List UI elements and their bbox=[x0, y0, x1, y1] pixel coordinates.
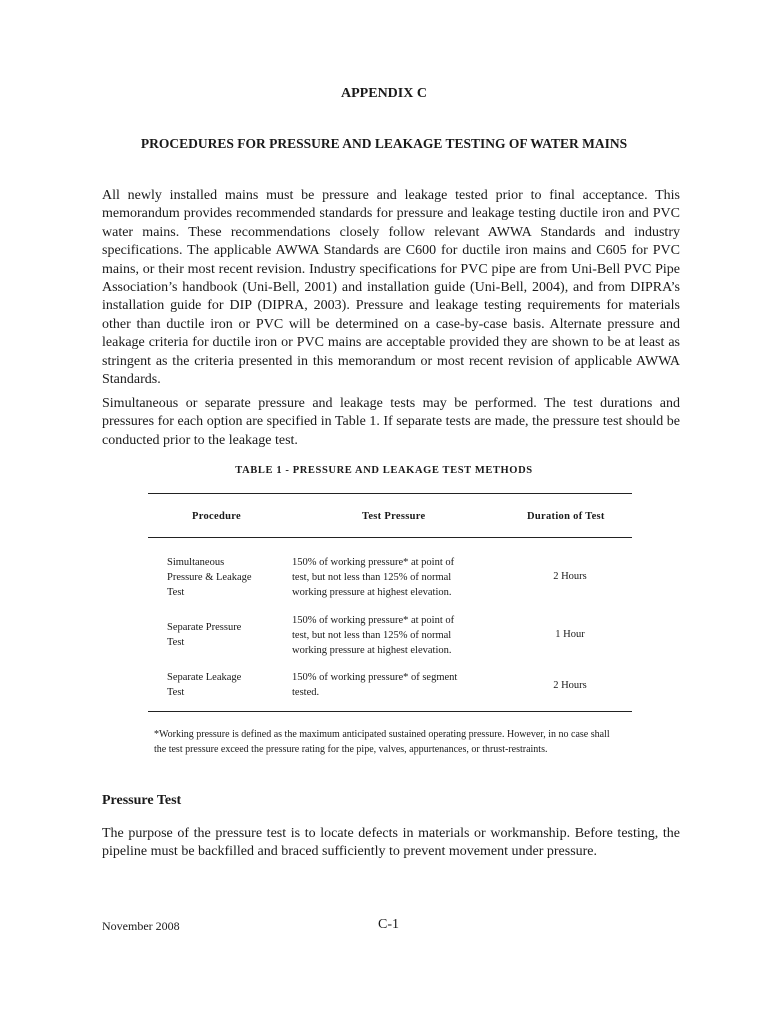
tests-paragraph: Simultaneous or separate pressure and leakage tests may be performed. The test durations and pressures for each option are specified in Table 1. If separate tests are made, the pressure test should be conducted prior to the leakage test. bbox=[102, 396, 680, 448]
procedure-cell: Simultaneous Pressure & Leakage Test bbox=[167, 557, 252, 598]
pressure-cell: 150% of working pressure* at point of test, but not less than 125% of normal working pressure at highest elevation. bbox=[292, 615, 455, 656]
table-header-rule bbox=[148, 537, 632, 538]
procedure-cell: Separate Pressure Test bbox=[167, 622, 242, 648]
footer-date: November 2008 bbox=[102, 919, 180, 933]
table-top-rule bbox=[148, 493, 632, 494]
duration-cell: 1 Hour bbox=[555, 629, 585, 640]
appendix-heading: APPENDIX C bbox=[341, 86, 427, 101]
procedure-cell: Separate Leakage Test bbox=[167, 672, 242, 698]
header-procedure: Procedure bbox=[192, 511, 241, 522]
pressure-test-paragraph: The purpose of the pressure test is to locate defects in materials or workmanship. Before testing, the pipeline must be backfilled and braced sufficiently to prevent movement under pressure. bbox=[102, 826, 680, 860]
table-caption: TABLE 1 - PRESSURE AND LEAKAGE TEST METHODS bbox=[235, 465, 533, 476]
page-number: C-1 bbox=[378, 917, 399, 932]
document-title: PROCEDURES FOR PRESSURE AND LEAKAGE TESTING OF WATER MAINS bbox=[140, 136, 628, 151]
pressure-cell: 150% of working pressure* at point of test, but not less than 125% of normal working pressure at highest elevation. bbox=[292, 557, 455, 598]
header-duration: Duration of Test bbox=[527, 511, 605, 522]
table-footnote: *Working pressure is defined as the maximum anticipated sustained operating pressure. However, in no case shall the test pressure exceed the pressure rating for the pipe, valves, appurtenances, or thrust-restraints. bbox=[154, 729, 610, 755]
section-title: Pressure Test bbox=[102, 793, 182, 808]
table-bottom-rule bbox=[148, 711, 632, 712]
intro-paragraph: All newly installed mains must be pressure and leakage tested prior to final acceptance. This memorandum provides recommended standards for pressure and leakage testing ductile iron and PVC water mains. These recommendations closely follow relevant AWWA Standards and industry specifications. The applicable AWWA Standards are C600 for ductile iron mains and C605 for PVC mains, or their most recent revision. Industry specifications for PVC pipe are from Uni-Bell PVC Pipe Association’s handbook (Uni-Bell, 2001) and installation guide (Uni-Bell, 2004), and from DIPRA’s installation guide for DIP (DIPRA, 2003). Pressure and leakage testing requirements for materials other than ductile iron or PVC will be determined on a case-by-case basis. Alternate pressure and leakage criteria for ductile iron or PVC mains are acceptable provided they are shown to be at least as stringent as the criteria presented in this memorandum or most recent revision of applicable AWWA Standards. bbox=[102, 188, 680, 388]
header-test-pressure: Test Pressure bbox=[362, 511, 426, 522]
pressure-cell: 150% of working pressure* of segment tested. bbox=[292, 672, 458, 698]
duration-cell: 2 Hours bbox=[553, 680, 587, 691]
duration-cell: 2 Hours bbox=[553, 571, 587, 582]
